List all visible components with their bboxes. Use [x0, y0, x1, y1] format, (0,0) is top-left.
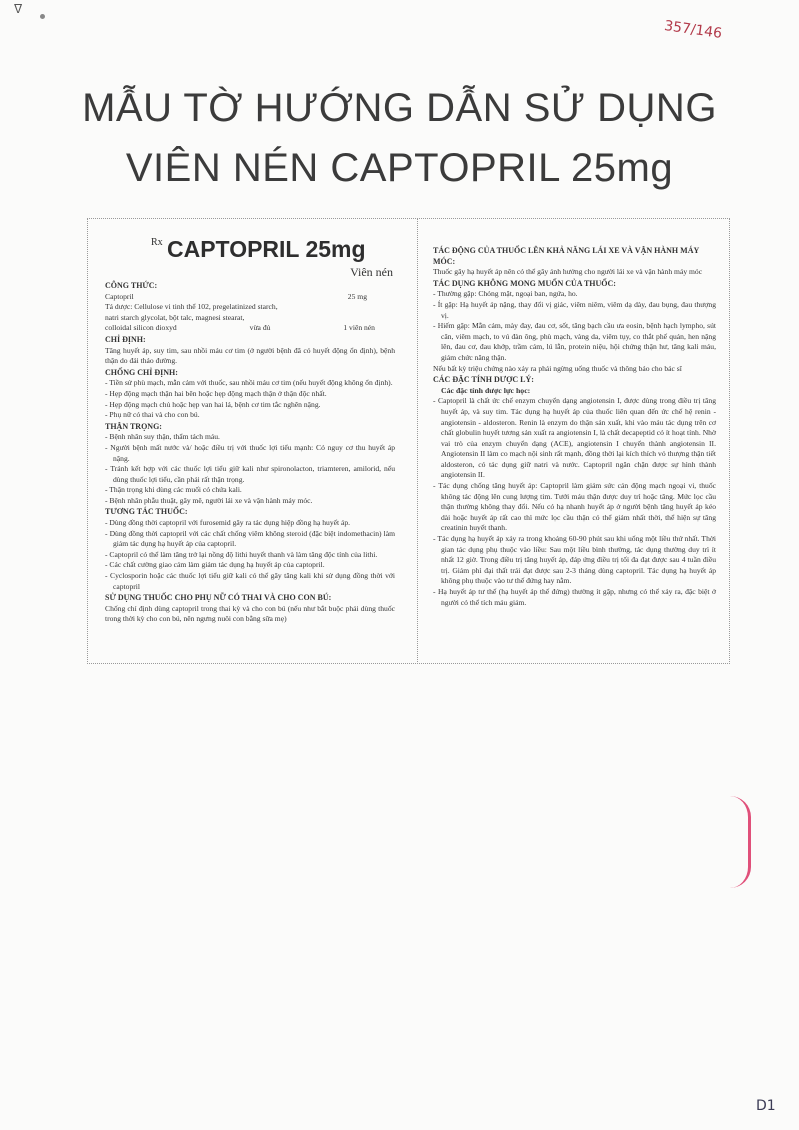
excipients-qs: vừa đủ	[249, 323, 271, 333]
rx-symbol: Rx	[151, 237, 163, 248]
indications-heading: CHỈ ĐỊNH:	[105, 334, 146, 344]
pharmacology-heading: CÁC ĐẶC TÍNH DƯỢC LÝ:	[433, 375, 534, 385]
list-item: - Dùng đồng thời captopril với các chất chống viêm không steroid (đặc biệt indomethacin) làm giảm tác dụng hạ huyết áp của captopril.	[105, 528, 395, 549]
list-item: - Tác dụng chống tăng huyết áp: Captopril làm giảm sức cản động mạch ngoại vi, thuốc không tác động lên cung lượng tim. Tưới máu thận được duy trì hoặc tăng. Mức lọc cầu thận thường không thay đổi. Nếu có hạ nhanh huyết áp ở người bệnh tăng huyết áp kéo dài hoặc huyết áp rất cao thì mức lọc cầu thận có thể giảm nhất thời, thể hiện sự tăng creatinin huyết thanh.	[433, 481, 716, 533]
dosage-form: Viên nén	[350, 265, 393, 279]
list-item: - Bệnh nhân suy thận, thẩm tách máu.	[105, 432, 220, 442]
right-panel	[433, 222, 716, 608]
pregnancy-text: Chống chỉ định dùng captopril trong thai kỳ và cho con bú (nếu như bắt buộc phải dùng thuốc trong thời kỳ cho con bú, nên ngưng nuôi con bằng sữa mẹ)	[105, 603, 395, 624]
product-name	[151, 236, 395, 262]
list-item: - Phụ nữ có thai và cho con bú.	[105, 410, 200, 420]
panel-divider	[417, 218, 418, 662]
driving-text: Thuốc gây hạ huyết áp nên có thể gây ảnh hưởng cho người lái xe và vận hành máy móc	[433, 267, 703, 277]
indications-text: Tăng huyết áp, suy tim, sau nhồi máu cơ tim (ở người bệnh đã có huyết động ổn định), bệnh thận do đái tháo đường.	[105, 345, 395, 366]
side-effects-heading: TÁC DỤNG KHÔNG MONG MUỐN CỦA THUỐC:	[433, 278, 616, 288]
brand-text: CAPTOPRIL 25mg	[167, 236, 366, 262]
driving-heading: TÁC ĐỘNG CỦA THUỐC LÊN KHẢ NĂNG LÁI XE VÀ VẬN HÀNH MÁY MÓC:	[433, 246, 699, 266]
list-item: - Hẹp động mạch chủ hoặc hẹp van hai lá, bệnh cơ tim tắc nghẽn nặng.	[105, 399, 321, 409]
caution-heading: THẬN TRỌNG:	[105, 421, 162, 431]
list-item: - Thường gặp: Chóng mặt, ngoại ban, ngứa, ho.	[433, 289, 578, 299]
speck	[40, 14, 45, 19]
list-item: - Captopril là chất ức chế enzym chuyển dạng angiotensin I, được dùng trong điều trị tăng huyết áp, và suy tim. Tác dụng hạ huyết áp của thuốc liên quan đến ức chế hệ renin - angiotensin - aldosteron. Renin là enzym do thận sản xuất, khi vào máu tác dụng trên cơ chất globulin huyết tương sản xuất ra angiotensin I, là chất decapeptid có ít hoạt tính. Nhờ vai trò của enzym chuyển dạng (ACE), angiotensin I chuyển thành angiotensin II. Angiotensin II làm co mạch nội sinh rất mạnh, đồng thời lại kích thích vỏ thượng thận tiết aldosteron, có tác dụng giữ natri và nước. Captopril ngăn chặn được sự hình thành angiotensin II.	[433, 396, 716, 480]
handwritten-note: 357/146	[663, 18, 724, 42]
composition-row	[105, 292, 395, 303]
interactions-heading: TƯƠNG TÁC THUỐC:	[105, 507, 188, 517]
excipients-row	[105, 323, 395, 334]
stamp-edge	[730, 796, 751, 888]
active-amount: 25 mg	[347, 291, 367, 301]
pregnancy-heading: SỬ DỤNG THUỐC CHO PHỤ NỮ CÓ THAI VÀ CHO CON BÚ:	[105, 593, 332, 603]
bottom-corner-mark: D1	[756, 1098, 776, 1114]
title-line-2: VIÊN NÉN CAPTOPRIL 25mg	[125, 146, 674, 190]
list-item: - Ít gặp: Hạ huyết áp nặng, thay đổi vị giác, viêm niêm, viêm dạ dày, đau bụng, đau thượng vị.	[433, 299, 716, 320]
list-item: - Người bệnh mất nước và/ hoặc điều trị với thuốc lợi tiểu mạnh: Có nguy cơ thu huyết áp nặng.	[105, 442, 395, 463]
list-item: - Bệnh nhân phẫu thuật, gây mê, người lái xe và vận hành máy móc.	[105, 495, 313, 505]
pharmacodynamics-heading: Các đặc tính dược lực học:	[441, 385, 531, 395]
list-item: - Captopril có thể làm tăng trở lại nồng độ lithi huyết thanh và làm tăng độc tính của lithi.	[105, 549, 378, 559]
excipients-name: colloidal silicon dioxyd	[105, 323, 177, 333]
list-item: - Tránh kết hợp với các thuốc lợi tiểu giữ kali như spironolacton, triamteren, amilorid, nếu dùng thuốc lợi tiểu, cần phải rất thận trọng.	[105, 464, 395, 484]
left-panel	[105, 222, 395, 625]
contraindications-heading: CHỐNG CHỈ ĐỊNH:	[105, 367, 178, 377]
list-item: - Tiền sử phù mạch, mẫn cảm với thuốc, sau nhồi máu cơ tim (nếu huyết động không ổn định).	[105, 378, 393, 388]
composition-heading: CÔNG THỨC:	[105, 281, 158, 290]
list-item: - Tác dụng hạ huyết áp xảy ra trong khoảng 60-90 phút sau khi uống một liều thứ nhất. Thời gian tác dụng phụ thuộc vào liều: Sau một liều bình thường, tác dụng thường duy trì ít nhất 12 giờ. Trong điều trị tăng huyết áp, đáp ứng điều trị tối đa đạt được sau 4 tuần điều trị. Giảm phì đại thất trái đạt được sau 2-3 tháng dùng captopril. Tác dụng hạ huyết áp không phụ thuộc vào tư thế đứng hay nằm.	[433, 534, 716, 586]
active-ingredient: Captopril	[105, 291, 134, 301]
page-title	[0, 86, 799, 190]
side-effects-note: Nếu bất kỳ triệu chứng nào xảy ra phải ngừng uống thuốc và thông báo cho bác sĩ	[433, 363, 682, 373]
corner-mark: ᐁ	[14, 2, 23, 16]
list-item: - Dùng đồng thời captopril với furosemid gây ra tác dụng hiệp đồng hạ huyết áp.	[105, 518, 351, 528]
title-line-1: MẪU TỜ HƯỚNG DẪN SỬ DỤNG	[82, 86, 717, 130]
list-item: - Cyclosporin hoặc các thuốc lợi tiểu giữ kali có thể gây tăng kali khi sử dụng đồng thời với captopril	[105, 571, 395, 591]
list-item: - Các chất cường giao cảm làm giảm tác dụng hạ huyết áp của captopril.	[105, 560, 325, 570]
excipients-line-1: Tá dược: Cellulose vi tinh thể 102, pregelatinized starch,	[105, 302, 278, 312]
excipients-line-2: natri starch glycolat, bột talc, magnesi stearat,	[105, 312, 245, 322]
excipients-unit: 1 viên nén	[343, 323, 375, 333]
list-item: - Thận trọng khi dùng các muối có chứa kali.	[105, 485, 242, 495]
list-item: - Hạ huyết áp tư thế (hạ huyết áp thế đứng) thường ít gặp, nhưng có thể xảy ra, đặc biệt ở người có thể tích máu giảm.	[433, 587, 716, 607]
list-item: - Hẹp động mạch thận hai bên hoặc hẹp động mạch thận ở thận độc nhất.	[105, 388, 327, 398]
list-item: - Hiếm gặp: Mẫn cảm, mày đay, đau cơ, sốt, tăng bạch cầu ưa eosin, bệnh hạch lympho, sút cân, viêm mạch, to vú đàn ông, phù mạch, vàng da, viêm tụy, co thắt phế quản, hen nặng lên, đau cơ, đau khớp, trầm cảm, lú lẫn, protein niệu, hội chứng thận hư, tăng kali máu, giảm chức năng thận.	[433, 321, 716, 362]
